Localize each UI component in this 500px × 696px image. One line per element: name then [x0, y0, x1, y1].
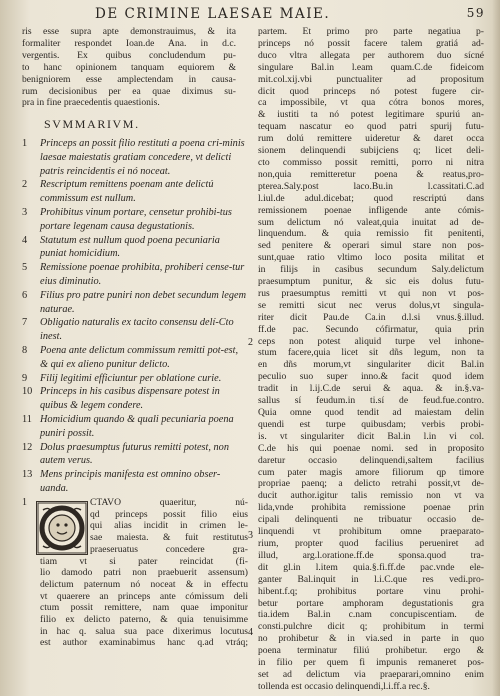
summary-num: 7	[22, 317, 28, 329]
summary-num: 4	[22, 234, 28, 246]
summary-text: Poena ante delictum commissum remitti pot-est, & qui ex alieno punitur delicto.	[40, 344, 239, 370]
intro-line: pra in fine praecedentis quaestionis.	[22, 97, 160, 109]
body-line: in hac q. salua sua pace dixerimus locutus	[40, 625, 248, 637]
right-column-line: non,quia remitteretur poena & reatus,pro-	[258, 168, 484, 180]
summary-item	[22, 261, 248, 289]
right-column-line: se remitti sicut nec verus dolus,vt singula-	[258, 299, 484, 311]
summary-num: 11	[22, 413, 32, 425]
right-column-line: Quia omne quod tendit ad maiestam delin	[258, 407, 484, 418]
right-column-line: riter dicit Pau.de Ca.in d.l.si vnus.§.illud.	[258, 311, 484, 323]
right-column-line: singulare Bal.in l.eam quam.C.de fideicom	[258, 61, 484, 73]
intro-line: rum decisionibus per ea quae diximus su-	[22, 85, 236, 97]
right-column-line: set ad delictum via praeparari,omnino enim	[258, 668, 484, 680]
intro-line: formaliter respondet Ioan.de Ana. in d.c.	[22, 37, 236, 49]
summary-text: Dolus praesumptus futurus remitti potest, non autem verus.	[40, 441, 229, 467]
intro-line: vergentis. Ex quibus concludendum pu-	[22, 49, 236, 61]
summary-num: 8	[22, 344, 28, 356]
summary-item	[22, 441, 248, 469]
summary-text: Homicidium quando & quali pecuniaria poena puniri possit.	[40, 413, 234, 439]
paragraph-number: 1	[22, 497, 27, 508]
summary-num: 12	[22, 441, 33, 453]
body-line: qd princeps possit filio eius	[90, 508, 248, 520]
ornament-face-icon	[37, 502, 87, 554]
body-line: praeseruatus concedere gra-	[90, 543, 248, 555]
right-column-line: ducit author.igitur talis remissio non vt va	[258, 490, 484, 502]
right-column-line: tollenda est occasio delinquendi,l.i.ff.a rec.§.	[258, 680, 430, 692]
intro-line: to hanc opinionem tanquam equiorem &	[22, 61, 236, 73]
body-line: qui alias incidit in crimen le-	[90, 520, 248, 532]
summary-item	[22, 137, 248, 178]
main-body-paragraph	[22, 497, 248, 649]
right-column-line: in filijs in casibus secundum Saly.delictum	[258, 264, 484, 276]
running-header	[95, 6, 485, 26]
summary-text: Princeps an possit filio restituti a poena cri-minis laesae maiestatis gratiam concedere, vt delicti patris reincidentis ei nó noceat.	[40, 138, 245, 177]
summary-item	[22, 206, 248, 234]
right-column-line: is. vt singulariter dicit Bal.in l.in vi col.	[258, 430, 484, 442]
body-line: filio ex delicto paterno, & quia tenuisimme	[40, 614, 248, 626]
summary-list	[22, 137, 248, 496]
body-line: CTAVO quaeritur, nú-	[90, 497, 248, 508]
summary-num: 3	[22, 206, 28, 218]
summary-item	[22, 468, 248, 496]
summary-item	[22, 316, 248, 344]
right-column-line: sum delictum nó valeat,quia inuitat ad de-	[258, 216, 484, 228]
right-column-line: ganter Bal.inquit in l.i.C.que res vedi.pro-	[258, 573, 484, 585]
right-column-line: rium, propter quod facilius perueniret ad	[258, 537, 484, 549]
left-intro-paragraph	[22, 26, 236, 109]
right-column-line: peculio suo super inno.& facit quod idem	[258, 371, 484, 383]
summary-num: 10	[22, 386, 33, 398]
summary-num: 2	[22, 179, 28, 191]
summary-text: Princeps in his casibus dispensare potest in quibus & legem condere.	[40, 386, 220, 412]
right-column-line: en dñs morum,vt singulariter dicit Bal.in	[258, 359, 484, 371]
summary-text: Filij legitimi efficiuntur per oblatione curie.	[40, 372, 222, 384]
right-column-line: cto commisso possit remitti, porro ni nitra	[258, 156, 484, 168]
right-column-line: lida,vnde prohibita remissione poenae prin	[258, 502, 484, 514]
ornamental-initial-o	[36, 501, 88, 555]
right-column-line: rus praesumptus remitti vt qui non vt pos-	[258, 287, 484, 299]
summary-num: 13	[22, 469, 33, 481]
right-column-text	[258, 26, 484, 693]
right-column-line: & iustiti ta nó potest legitimare spuriú an-	[258, 109, 484, 121]
summary-text: Prohibitus vinum portare, censetur prohibi-tus portare legenam causa degustationis.	[40, 206, 232, 232]
right-column-line: princeps nó possit facere talem gratiá ad-	[258, 37, 484, 49]
right-column-line: ceps non potest aliquid turpe vel inhone-	[258, 335, 484, 347]
summary-num: 1	[22, 138, 28, 149]
right-column-line: l.iul.de adul.dicebat; quod rescriptú dans	[258, 192, 484, 204]
page-number: 59	[466, 6, 485, 20]
right-column-line: sionem delinquendi subijciens q; licet deli-	[258, 145, 484, 157]
right-column-line: linquendum. & quia remissio fit penitenti,	[258, 228, 484, 240]
intro-line: benigniorem esse amplectendam in causa-	[22, 73, 236, 85]
right-column-line: consti.pulchre dicit q; prohibitum in termi	[258, 621, 484, 633]
right-column-line: praesumptum punitur, & sic eis dolus futu-	[258, 276, 484, 288]
summary-item	[22, 289, 248, 317]
margin-number: 4	[248, 627, 253, 638]
right-column-line: daretur occasio delinquendi,saltem facilius	[258, 454, 484, 466]
right-column-line: hibent.f.q; prohibitus portare vinu prohi-	[258, 585, 484, 597]
summary-num: 6	[22, 289, 28, 301]
right-column-line: dit gl.in l.item quia.§.fi.ff.de pac.vnde ele-	[258, 561, 484, 573]
summary-heading: SVMMARIVM.	[44, 117, 140, 131]
right-column-line: duco vltra allegata per authorem duo sícné	[258, 49, 484, 61]
summary-text: Remissione poenae prohibita, prohiberi cense-tur eius diminutio.	[40, 262, 245, 287]
right-column-line: tia.idem Bal.in c.nam concupiscentiam. de	[258, 609, 484, 621]
right-column-line: partem. Et primo pro parte negatiua p-	[258, 26, 484, 37]
summary-item	[22, 344, 248, 372]
right-column-line: illud, arg.l.oratione.ff.de sponsa.quod tra-	[258, 549, 484, 561]
summary-text: Filius pro patre puniri non debet secundum legem naturae.	[40, 289, 247, 315]
right-column-line: sunt,quae ratio vltimo loco posita militat et	[258, 252, 484, 264]
summary-text: Rescriptum remittens poenam ante delictú commissum est nullum.	[40, 179, 214, 205]
intro-line: ris esse supra apte demonstrauimus, & ita	[22, 26, 236, 37]
summary-item	[22, 372, 248, 386]
summary-item	[22, 234, 248, 262]
right-column-line: no prohibetur & in via.sed in parte in quo	[258, 633, 484, 645]
right-column-line: linquendi vt prohibitum omne praeparato-	[258, 526, 484, 538]
right-column-line: betur portare amphoram degustationis gra	[258, 597, 484, 609]
right-column-line: ff.de pac. Secundo cófirmatur, quia prin	[258, 323, 484, 335]
right-column-line: stum facere,quia licet sit dñs legum, non ta	[258, 347, 484, 359]
body-line: sae maiesta. & fuit restitutus	[90, 532, 248, 544]
summary-num: 9	[22, 372, 28, 384]
margin-number: 3	[248, 530, 253, 541]
right-column-line: sed penitere & operari simul stare non pos-	[258, 240, 484, 252]
right-column-line: dicit quod princeps nó potest fugere cir-	[258, 85, 484, 97]
page-edge-shadow	[492, 0, 500, 696]
right-column-line: tradit in l.ij.C.de serui & aqua. & in.§.va-	[258, 383, 484, 395]
summary-item	[22, 385, 248, 413]
summary-text: Mens principis manifesta est omnino obser-uanda.	[40, 469, 221, 494]
body-line: tiam vt si pater reincidat (fi-	[40, 555, 248, 567]
body-line: lio damodo patri non praebuerit assensum)	[40, 567, 248, 579]
right-column-line: C.de his qui poenae nomi. sed in proposito	[258, 442, 484, 454]
right-column-line: quendi est turpe quibusdam; verbis probi-	[258, 418, 484, 430]
summary-item	[22, 413, 248, 441]
right-column-line: cum pater magis amore filiorum qp timore	[258, 466, 484, 478]
summary-text: Obligatio naturalis ex tacito consensu delí-Cto inest.	[40, 317, 234, 343]
right-column-line: poena terminatur filiú prohibetur. ergo &	[258, 645, 484, 657]
right-column-line: ca impossibile, vt qua cótra bonos mores,	[258, 97, 484, 109]
body-line: vt quaerere an princeps ante cómissum deli	[40, 590, 248, 602]
body-line: ctum possit remittere, nam quae imponitur	[40, 602, 248, 614]
right-column-line: cipali delinquenti ne tribuatur occasio de-	[258, 514, 484, 526]
right-column-line: tequam nascatur eo quod patri spurij futu-	[258, 121, 484, 133]
summary-item	[22, 178, 248, 206]
body-line: est author examinabimus hanc q.ad vtráq;	[40, 637, 248, 649]
right-column-line: in filio per quem fi impunis remaneret pos-	[258, 657, 484, 669]
right-column-line: remissionem poenae infligende ante cómis-	[258, 204, 484, 216]
right-column-line: sallus sí feudum.in ti.sí de feud.fue.contro.	[258, 395, 484, 407]
body-line: delictum paternum nó noceat & in effectu	[40, 578, 248, 590]
margin-number: 2	[248, 337, 253, 348]
right-column-line: pterea.Saly.post laco.Bu.in l.cassitati.C.ad	[258, 180, 484, 192]
summary-num: 5	[22, 262, 28, 274]
right-column-line: propriae paenq; a delicto retrahi possit,vt de-	[258, 478, 484, 490]
summary-text: Statutum est nullum quod poena pecuniaria puniat homicidium.	[40, 234, 220, 260]
right-column-line: rum dolú remittere uideretur & daret occa	[258, 133, 484, 145]
right-column-line: mit.col.xij.vbi punctualiter ad propositum	[258, 73, 484, 85]
running-title: DE CRIMINE LAESAE MAIE.	[95, 6, 331, 22]
